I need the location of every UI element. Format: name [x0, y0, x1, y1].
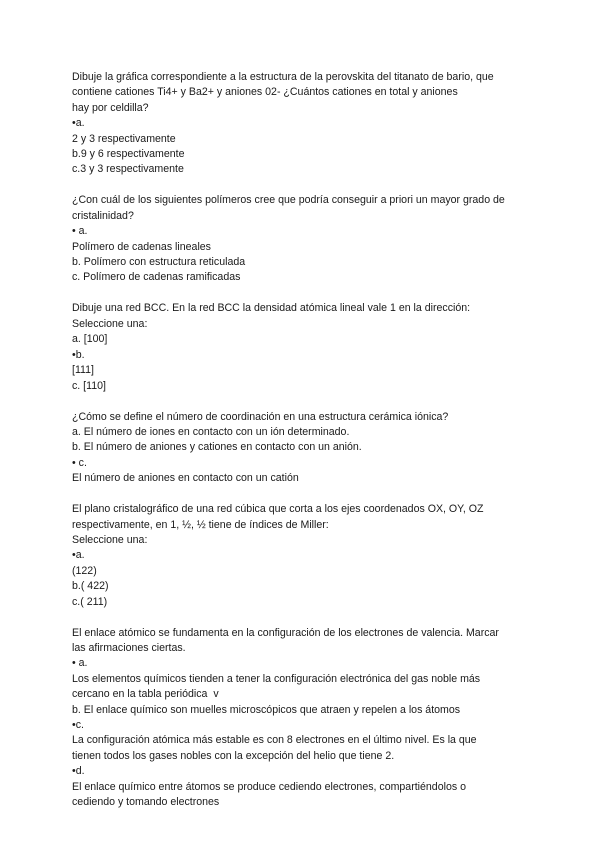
- option-text: Polímero de cadenas lineales: [72, 240, 211, 253]
- option-text: a. El número de iones en contacto con un ión determinado.: [72, 425, 350, 438]
- option-text: (122): [72, 564, 97, 577]
- question-4: [72, 410, 542, 487]
- question-text: El enlace atómico se fundamenta en la configuración de los electrones de valencia. Marcar: [72, 626, 499, 639]
- option-marker: •a.: [72, 117, 85, 130]
- question-text: hay por celdilla?: [72, 101, 149, 114]
- question-1: [72, 70, 542, 178]
- question-text: ¿Cómo se define el número de coordinación en una estructura cerámica iónica?: [72, 410, 449, 423]
- option-marker: •d.: [72, 765, 85, 778]
- document-content: [72, 70, 542, 826]
- question-text: Dibuje la gráfica correspondiente a la estructura de la perovskita del titanato de bario, que: [72, 71, 494, 83]
- option-text: El número de aniones en contacto con un catión: [72, 472, 299, 485]
- question-5: [72, 502, 542, 610]
- option-marker: • a.: [72, 225, 88, 238]
- question-6: [72, 626, 542, 811]
- question-text: El plano cristalográfico de una red cúbica que corta a los ejes coordenados OX, OY, OZ: [72, 503, 484, 516]
- question-3: [72, 301, 542, 393]
- question-text: Dibuje una red BCC. En la red BCC la densidad atómica lineal vale 1 en la dirección:: [72, 302, 471, 315]
- question-text: Seleccione una:: [72, 317, 148, 330]
- question-text: contiene cationes Ti4+ y Ba2+ y aniones 02- ¿Cuántos cationes en total y aniones: [72, 86, 458, 99]
- option-text: cediendo y tomando electrones: [72, 796, 220, 809]
- option-text: b. El número de aniones y cationes en contacto con un anión.: [72, 441, 362, 454]
- option-marker: • a.: [72, 657, 88, 670]
- question-text: respectivamente, en 1, ½, ½ tiene de índices de Miller:: [72, 518, 329, 531]
- option-text: El enlace químico entre átomos se produce cediendo electrones, compartiéndolos o: [72, 780, 466, 793]
- question-text: ¿Con cuál de los siguientes polímeros cree que podría conseguir a priori un mayor grado de: [72, 194, 505, 207]
- option-marker: •b.: [72, 348, 85, 361]
- question-text: cristalinidad?: [72, 209, 134, 222]
- option-text: b. Polímero con estructura reticulada: [72, 256, 246, 269]
- option-marker: • c.: [72, 456, 87, 469]
- question-2: [72, 193, 542, 285]
- option-text: cercano en la tabla periódica v: [72, 688, 219, 701]
- question-text: Seleccione una:: [72, 533, 148, 546]
- option-text: Los elementos químicos tienden a tener la configuración electrónica del gas noble más: [72, 672, 481, 685]
- option-text: [111]: [72, 364, 94, 377]
- option-text: La configuración atómica más estable es con 8 electrones en el último nivel. Es la que: [72, 734, 477, 747]
- option-marker: •c.: [72, 719, 84, 731]
- option-text: 2 y 3 respectivamente: [72, 132, 176, 145]
- option-text: c. Polímero de cadenas ramificadas: [72, 271, 241, 284]
- option-text: c.( 211): [72, 595, 108, 608]
- question-text: las afirmaciones ciertas.: [72, 641, 186, 654]
- option-text: b.9 y 6 respectivamente: [72, 148, 185, 161]
- option-text: tienen todos los gases nobles con la excepción del helio que tiene 2.: [72, 749, 395, 762]
- option-text: a. [100]: [72, 333, 108, 346]
- option-text: c. [110]: [72, 379, 106, 392]
- option-marker: •a.: [72, 549, 85, 562]
- option-text: c.3 y 3 respectivamente: [72, 163, 184, 176]
- option-text: b.( 422): [72, 580, 109, 593]
- option-text: b. El enlace químico son muelles microscópicos que atraen y repelen a los átomos: [72, 703, 461, 716]
